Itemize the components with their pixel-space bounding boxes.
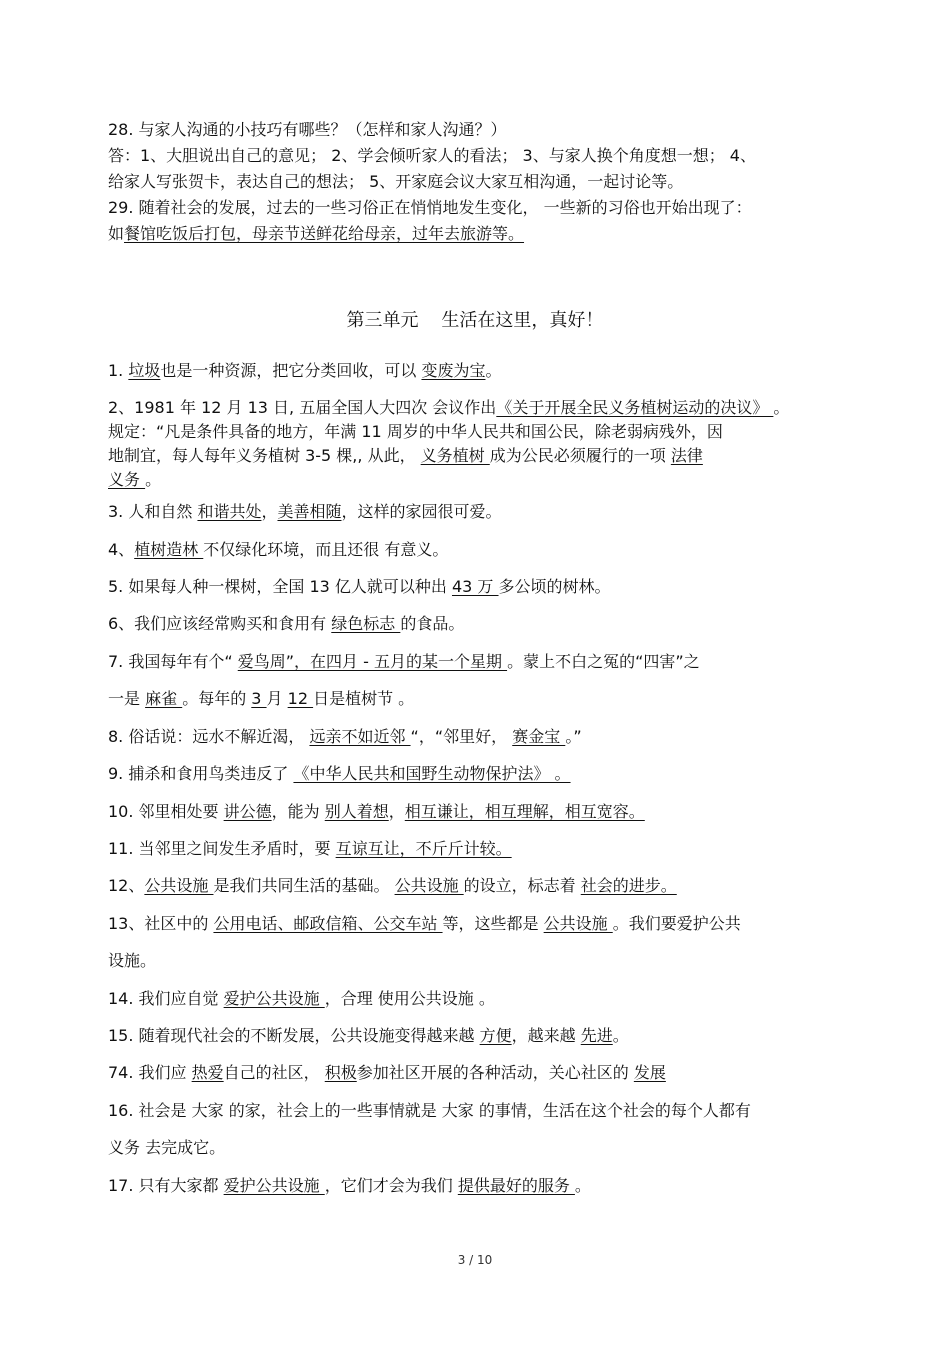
question-text: 5. 如果每人种一棵树，全国 13 亿人就可以种出 [108, 577, 452, 596]
question-text: 6、我们应该经常购买和食用有 [108, 614, 332, 633]
answer-28-line1: 答：1、大胆说出自己的意见； 2、学会倾听家人的看法； 3、与家人换个角度想一想； 4、 [108, 146, 756, 165]
answer-blank: 积极 [324, 1063, 357, 1082]
answer-blank: 方便 [479, 1026, 512, 1045]
answer-blank: 相互谦让，相互理解，相互宽容。 [404, 802, 645, 821]
question-text: 不仅绿化环境，而且还很 有意义。 [203, 540, 449, 559]
item-17 [108, 1175, 591, 1197]
item-74 [108, 1062, 666, 1084]
question-text: 14. 我们应自觉 [108, 989, 224, 1008]
question-text: 12、 [108, 876, 145, 895]
question-text: 。 [612, 1026, 629, 1045]
answer-blank: 别人着想 [324, 802, 389, 821]
answer-blank: 12 [287, 689, 314, 708]
answer-blank: 43 万 [451, 577, 499, 596]
question-text: 8. 俗话说：远水不解近渴， [108, 727, 310, 746]
item-2-line4 [108, 469, 161, 491]
question-text: 74. 我们应 [108, 1063, 192, 1082]
item-9 [108, 763, 571, 785]
answer-blank: 绿色标志 [331, 614, 401, 633]
item-16-line2: 义务 去完成它。 [108, 1138, 226, 1157]
question-text: 也是一种资源，把它分类回收，可以 [160, 361, 422, 380]
item-13-line1 [108, 913, 741, 935]
item-8 [108, 726, 582, 748]
question-text: 3. 人和自然 [108, 502, 198, 521]
answer-blank: 先进 [580, 1026, 613, 1045]
answer-blank: 爱鸟周”，在四月 - 五月的某一个星期 [237, 652, 508, 671]
question-text: 地制宜，每人每年义务植树 3-5 棵,, 从此， [108, 446, 421, 465]
item-2-line3 [108, 445, 703, 467]
item-7-line2 [108, 688, 414, 710]
answer-blank: 公共设施 [543, 914, 613, 933]
item-4 [108, 539, 448, 561]
question-text: 的设立，标志着 [463, 876, 581, 895]
item-7-line1 [108, 651, 700, 673]
question-text: 是我们共同生活的基础。 [213, 876, 395, 895]
question-text: ，越来越 [511, 1026, 581, 1045]
answer-blank: 植树造林 [134, 540, 204, 559]
question-text: 月 [266, 689, 288, 708]
question-text: 。 [773, 398, 790, 417]
item-2-line2: 规定：“凡是条件具备的地方，年满 11 周岁的中华人民共和国公民，除老弱病残外，因 [108, 422, 723, 441]
question-text: 。 [485, 361, 502, 380]
question-text: ，这样的家园很可爱。 [341, 502, 502, 521]
answer-blank: 发展 [633, 1063, 666, 1082]
question-text: 等，这些都是 [442, 914, 544, 933]
item-15 [108, 1025, 629, 1047]
page-number: 3 / 10 [457, 1253, 493, 1267]
question-text: 4、 [108, 540, 135, 559]
answer-blank: 法律 [670, 446, 703, 465]
question-text: 15. 随着现代社会的不断发展，公共设施变得越来越 [108, 1026, 480, 1045]
item-11 [108, 838, 512, 860]
question-text: 7. 我国每年有个“ [108, 652, 238, 671]
question-text: 。我们要爱护公共 [612, 914, 741, 933]
question-text: 参加社区开展的各种活动，关心社区的 [356, 1063, 634, 1082]
question-text: ， [388, 802, 405, 821]
question-29-line2 [108, 223, 524, 245]
answer-blank: 美善相随 [277, 502, 342, 521]
question-text: ，能为 [271, 802, 325, 821]
question-text: “，“邻里好， [410, 727, 513, 746]
answer-blank: 3 [251, 689, 267, 708]
question-text: 自己的社区， [223, 1063, 325, 1082]
question-text: 17. 只有大家都 [108, 1176, 224, 1195]
question-text: 9. 捕杀和食用鸟类违反了 [108, 764, 294, 783]
answer-blank: 变废为宝 [421, 361, 486, 380]
unit-title: 第三单元 生活在这里，真好！ [346, 310, 604, 331]
question-text: 。” [565, 727, 582, 746]
question-text: 11. 当邻里之间发生矛盾时，要 [108, 839, 336, 858]
answer-blank: 提供最好的服务 [457, 1176, 575, 1195]
answer-blank: 义务 [108, 470, 146, 489]
question-text: 的食品。 [400, 614, 465, 633]
answer-blank: 和谐共处 [197, 502, 262, 521]
answer-28-line2: 给家人写张贺卡，表达自己的想法； 5、开家庭会议大家互相沟通，一起讨论等。 [108, 172, 684, 191]
question-text: 1. [108, 361, 129, 380]
answer-blank: 公用电话、邮政信箱、公交车站 [213, 914, 443, 933]
answer-blank: 互谅互让，不斤斤计较。 [335, 839, 512, 858]
answer-blank: 公共设施 [144, 876, 214, 895]
question-text: 。蒙上不白之冤的“四害”之 [507, 652, 700, 671]
question-text: 13、社区中的 [108, 914, 214, 933]
answer-blank: 垃圾 [128, 361, 161, 380]
question-text: 日是植树节 。 [313, 689, 415, 708]
answer-blank: 公共设施 [394, 876, 464, 895]
question-text: 多公顷的树林。 [498, 577, 611, 596]
item-1 [108, 360, 502, 382]
question-29-line1: 29. 随着社会的发展，过去的一些习俗正在悄悄地发生变化， 一些新的习俗也开始出现了： [108, 198, 752, 217]
question-28: 28. 与家人沟通的小技巧有哪些？（怎样和家人沟通？） [108, 120, 507, 139]
question-text: ，合理 使用公共设施 。 [324, 989, 495, 1008]
answer-prefix: 如 [108, 224, 125, 243]
answer-blank: 爱护公共设施 [223, 1176, 325, 1195]
answer-blank: 远亲不如近邻 [309, 727, 411, 746]
answer-blank: 《关于开展全民义务植树运动的决议》 [496, 398, 774, 417]
answer-blank: 热爱 [191, 1063, 224, 1082]
question-text: ，它们才会为我们 [324, 1176, 458, 1195]
item-16-line1: 16. 社会是 大家 的家，社会上的一些事情就是 大家 的事情，生活在这个社会的每个人都有 [108, 1101, 751, 1120]
item-13-line2: 设施。 [108, 951, 157, 970]
answer-blank: 讲公德 [223, 802, 272, 821]
question-text: 。每年的 [182, 689, 252, 708]
answer-blank: 爱护公共设施 [223, 989, 325, 1008]
item-12 [108, 875, 677, 897]
item-3 [108, 501, 502, 523]
answer-blank: 义务植树 [420, 446, 490, 465]
item-2-line1 [108, 397, 789, 419]
item-14 [108, 988, 495, 1010]
item-5 [108, 576, 611, 598]
question-text: 。 [145, 470, 162, 489]
question-text: 。 [574, 1176, 591, 1195]
answer-blank: 《中华人民共和国野生动物保护法》 。 [293, 764, 571, 783]
question-text: ， [261, 502, 278, 521]
question-text: 2、1981 年 12 月 13 日, 五届全国人大四次 会议作出 [108, 398, 497, 417]
question-text: 一是 [108, 689, 146, 708]
item-10 [108, 801, 645, 823]
question-text: 成为公民必须履行的一项 [489, 446, 671, 465]
question-text: 10. 邻里相处要 [108, 802, 224, 821]
item-6 [108, 613, 464, 635]
answer-blank: 餐馆吃饭后打包，母亲节送鲜花给母亲，过年去旅游等。 [124, 224, 525, 243]
answer-blank: 社会的进步。 [580, 876, 677, 895]
answer-blank: 麻雀 [145, 689, 183, 708]
answer-blank: 赛金宝 [512, 727, 566, 746]
